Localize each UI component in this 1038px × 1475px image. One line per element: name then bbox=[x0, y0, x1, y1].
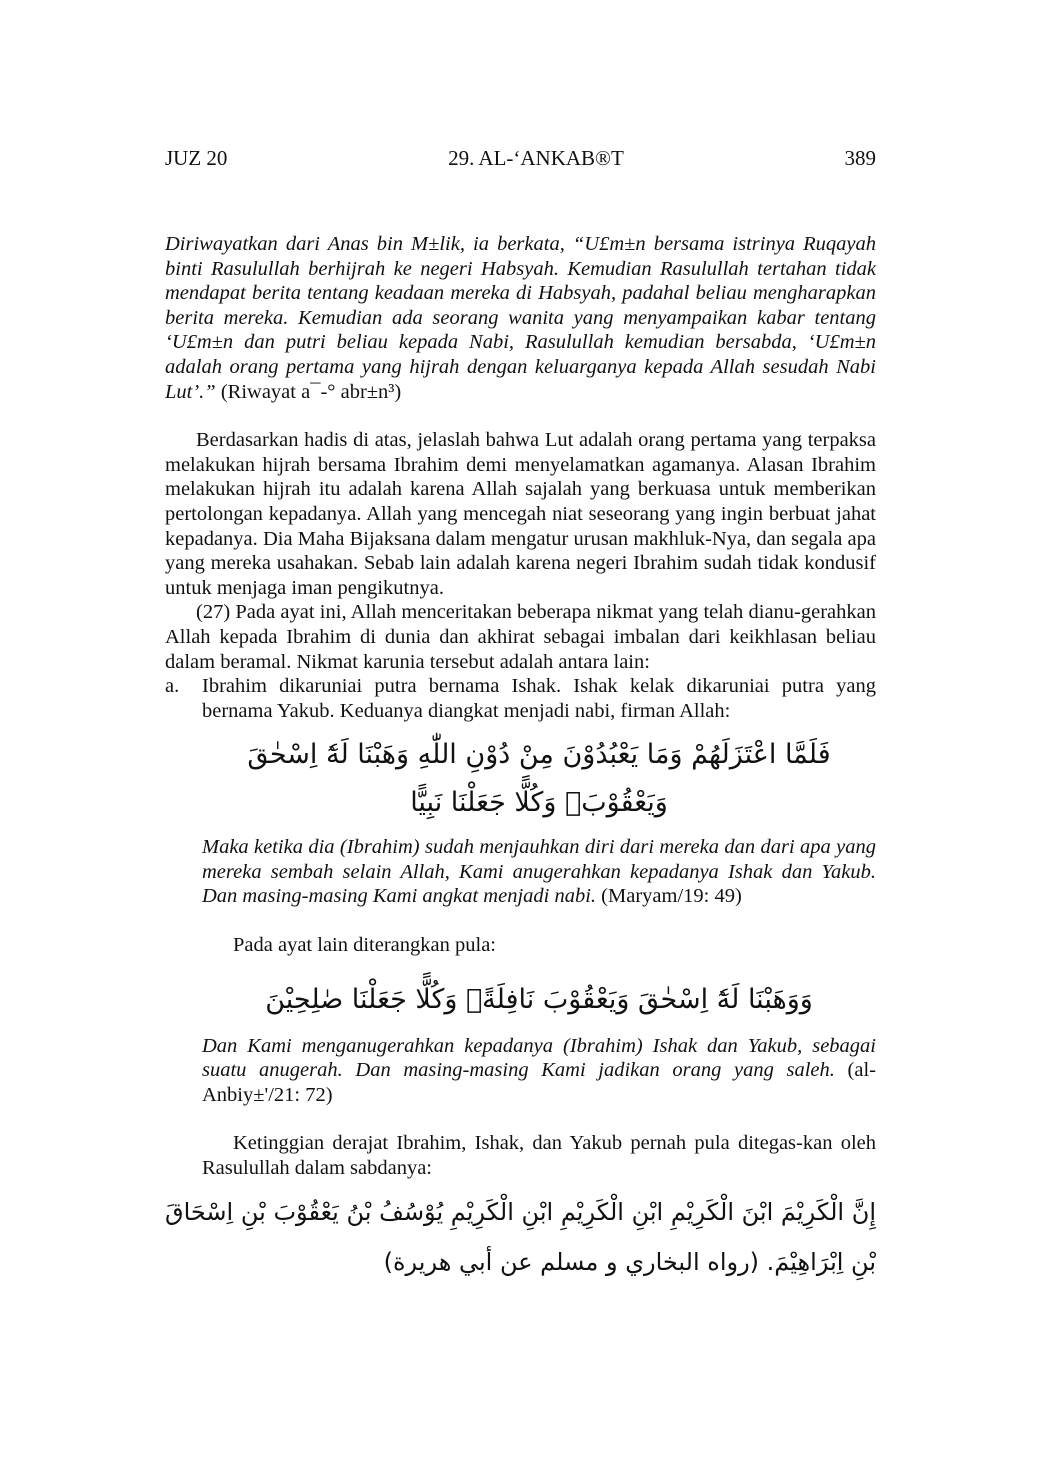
surah-title: 29. AL-‘ANKAB®T bbox=[448, 146, 624, 170]
running-header bbox=[165, 143, 876, 173]
verse-translation-maryam bbox=[202, 835, 876, 909]
paragraph-explanation: Berdasarkan hadis di atas, jelaslah bahwa Lut adalah orang pertama yang terpaksa melakukan hijrah bersama Ibrahim demi menyelamatkan agamanya. Alasan Ibrahim melakukan hijrah itu adalah karena Allah sajalah yang berkuasa untuk memberikan pertolongan kepadanya. Allah yang mencegah niat seseorang yang ingin berbuat jahat kepadanya. Dia Maha Bijaksana dalam mengatur urusan makhluk-Nya, dan segala apa yang mereka usahakan. Sebab lain adalah karena negeri Ibrahim sudah tidak kondusif untuk menjaga iman pengikutnya. bbox=[165, 429, 876, 599]
list-item-text: Ibrahim dikaruniai putra bernama Ishak. Ishak kelak dikaruniai putra yang bernama Yakub. Keduanya diangkat menjadi nabi, firman Allah: bbox=[202, 675, 876, 722]
verse-translation-text: Maka ketika dia (Ibrahim) sudah menjauhkan diri dari mereka dan dari apa yang mereka sembah selain Allah, Kami anugerahkan kepadanya Ishak dan Yakub. Dan masing-masing Kami angkat menjadi nabi. bbox=[202, 836, 876, 908]
hadith-arabic-text: إِنَّ الْكَرِيْمَ ابْنَ الْكَرِيْمِ ابْنِ الْكَرِيْمِ ابْنِ الْكَرِيْمِ يُوْسُفُ بْنُ يَعْقُوْبَ بْنِ اِسْحَاقَ بْنِ اِبْرَاهِيْمَ. (رواه البخاري و مسلم عن أبي هريرة) bbox=[165, 1197, 876, 1276]
quran-verse-anbiya-72: وَوَهَبْنَا لَهٗٓ اِسْحٰقَ وَيَعْقُوْبَ نَافِلَةًۗ وَكُلًّا جَعَلْنَا صٰلِحِيْنَ bbox=[265, 983, 813, 1015]
hadith-narration-source: (Riwayat a¯-° abr±n³) bbox=[215, 380, 402, 403]
list-item-a bbox=[165, 674, 876, 723]
juz-label: JUZ 20 bbox=[165, 146, 228, 170]
quran-verse-maryam-49: فَلَمَّا اعْتَزَلَهُمْ وَمَا يَعْبُدُوْنَ مِنْ دُوْنِ اللّٰهِ وَهَبْنَا لَهٗٓ اِسْحٰقَ وَيَعْقُوْبَۗ وَكُلًّا جَعَلْنَا نَبِيًّا bbox=[247, 739, 831, 819]
verse-translation-anbiya bbox=[202, 1034, 876, 1108]
page-body bbox=[165, 232, 876, 1287]
paragraph-intro-verse-2: Pada ayat lain diterangkan pula: bbox=[233, 934, 496, 957]
verse-reference: (al-Anbiy±'/21: 72) bbox=[202, 1059, 876, 1106]
paragraph-hadith-intro: Ketinggian derajat Ibrahim, Ishak, dan Yakub pernah pula ditegas-kan oleh Rasulullah dalam sabdanya: bbox=[202, 1132, 876, 1180]
hadith-narration bbox=[165, 232, 876, 404]
verse-translation-text: Dan Kami menganugerahkan kepadanya (Ibrahim) Ishak dan Yakub, sebagai suatu anugerah. Dan masing-masing Kami jadikan orang yang saleh. bbox=[202, 1034, 876, 1082]
page-number: 389 bbox=[844, 146, 876, 170]
verse-reference: (Maryam/19: 49) bbox=[596, 885, 742, 908]
hadith-narration-text: Diriwayatkan dari Anas bin M±lik, ia berkata, “U£m±n bersama istrinya Ruqayah binti Rasulullah berhijrah ke negeri Habsyah. Kemudian Rasulullah tertahan tidak mendapat berita tentang keadaan mereka di Habsyah, padahal beliau mengharapkan berita mereka. Kemudian ada seorang wanita yang menyampaikan kabar tentang ‘U£m±n dan putri beliau kepada Nabi, Rasulullah kemudian bersabda, ‘U£m±n adalah orang pertama yang hijrah dengan keluarganya kepada Allah sesudah Nabi Lut’.” bbox=[165, 233, 876, 403]
paragraph-verse-27: (27) Pada ayat ini, Allah menceritakan beberapa nikmat yang telah dianu-gerahkan Allah kepada Ibrahim di dunia dan akhirat sebagai imbalan dari keikhlasan beliau dalam beramal. Nikmat karunia tersebut adalah antara lain: bbox=[165, 601, 876, 673]
list-marker: a. bbox=[165, 675, 180, 698]
